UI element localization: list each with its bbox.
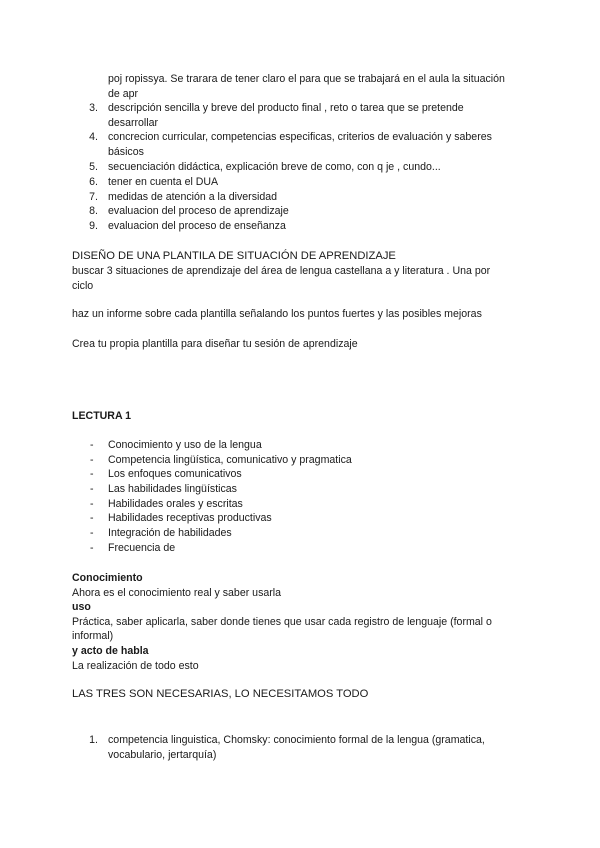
bullet-dash: - bbox=[90, 483, 94, 496]
final-item-line-1: competencia linguistica, Chomsky: conocimiento formal de la lengua (gramatica, bbox=[108, 734, 485, 746]
bullet-item bbox=[0, 497, 600, 512]
concept-text-acto-habla: La realización de todo esto bbox=[72, 659, 199, 672]
continuation-line-2: de apr bbox=[108, 87, 139, 100]
design-line-2: ciclo bbox=[72, 279, 94, 292]
bullet-item bbox=[0, 541, 600, 556]
concept-text-uso-line-2: informal) bbox=[72, 630, 114, 643]
concept-title-conocimiento: Conocimiento bbox=[72, 572, 143, 584]
concept-title-uso: uso bbox=[72, 601, 91, 614]
continuation-line-1: poj ropissya. Se trarara de tener claro el para que se trabajará en el aula la situación bbox=[108, 73, 505, 85]
concept-text-uso-line-1: Práctica, saber aplicarla, saber donde tienes que usar cada registro de lenguaje (formal o bbox=[72, 615, 492, 628]
list-number: 7. bbox=[89, 191, 98, 203]
bullet-dash: - bbox=[90, 527, 94, 540]
list-number: 9. bbox=[89, 220, 98, 232]
list-number: 4. bbox=[89, 131, 98, 143]
bullet-dash: - bbox=[90, 468, 94, 481]
bullet-item bbox=[0, 467, 600, 482]
list-item-line: medidas de atención a la diversidad bbox=[108, 191, 278, 203]
design-paragraph-3: Crea tu propia plantilla para diseñar tu sesión de aprendizaje bbox=[72, 338, 358, 350]
list-item-line: tener en cuenta el DUA bbox=[108, 176, 219, 188]
list-item-line: secuenciación didáctica, explicación breve de como, con q je , cundo... bbox=[108, 161, 441, 173]
bullet-text: Los enfoques comunicativos bbox=[108, 468, 242, 481]
bullet-text: Frecuencia de bbox=[108, 541, 176, 554]
bullet-list bbox=[0, 438, 600, 556]
final-item-line-2: vocabulario, jertarquía) bbox=[108, 748, 217, 761]
bullet-dash: - bbox=[90, 439, 94, 451]
design-paragraph-2: haz un informe sobre cada plantilla señalando los puntos fuertes y las posibles mejoras bbox=[72, 308, 482, 320]
list-item-line: evaluacion del proceso de aprendizaje bbox=[108, 205, 289, 217]
concept-title-acto-habla: y acto de habla bbox=[72, 644, 149, 657]
list-number: 6. bbox=[89, 176, 98, 188]
list-number: 8. bbox=[89, 205, 98, 217]
bullet-text: Las habilidades lingüísticas bbox=[108, 483, 237, 496]
design-heading: DISEÑO DE UNA PLANTILA DE SITUACIÓN DE APRENDIZAJE bbox=[72, 250, 396, 262]
list-number: 3. bbox=[89, 102, 98, 114]
bullet-item bbox=[0, 453, 600, 468]
bullet-dash: - bbox=[90, 497, 94, 510]
list-number: 5. bbox=[89, 161, 98, 173]
list-item-line: concrecion curricular, competencias especificas, criterios de evaluación y saberes bbox=[108, 131, 492, 143]
design-line-1: buscar 3 situaciones de aprendizaje del área de lengua castellana a y literatura . Una por bbox=[72, 265, 491, 277]
bullet-dash: - bbox=[90, 512, 94, 525]
list-item-line: básicos bbox=[108, 145, 144, 158]
bullet-item bbox=[0, 438, 600, 453]
bullet-item bbox=[0, 482, 600, 497]
concepts-section bbox=[72, 571, 492, 673]
list-item-line: desarrollar bbox=[108, 116, 159, 129]
concept-text-conocimiento: Ahora es el conocimiento real y saber usarla bbox=[72, 586, 282, 599]
bullet-text: Conocimiento y uso de la lengua bbox=[108, 439, 262, 451]
bullet-text: Competencia lingüística, comunicativo y pragmatica bbox=[108, 453, 352, 466]
bullet-text: Habilidades receptivas productivas bbox=[108, 512, 272, 525]
design-paragraph-1 bbox=[72, 264, 490, 293]
bullet-item bbox=[0, 511, 600, 526]
bullet-text: Integración de habilidades bbox=[108, 527, 232, 540]
bullet-text: Habilidades orales y escritas bbox=[108, 497, 243, 510]
list-item-continuation bbox=[108, 72, 505, 101]
bullet-dash: - bbox=[90, 453, 94, 466]
bullet-item bbox=[0, 526, 600, 541]
bullet-dash: - bbox=[90, 541, 94, 554]
list-item-line: evaluacion del proceso de enseñanza bbox=[108, 220, 286, 232]
summary-line: LAS TRES SON NECESARIAS, LO NECESITAMOS TODO bbox=[72, 688, 369, 700]
list-item-line: descripción sencilla y breve del producto final , reto o tarea que se pretende bbox=[108, 102, 464, 114]
lectura-title: LECTURA 1 bbox=[72, 410, 132, 422]
list-number: 1. bbox=[89, 734, 98, 746]
